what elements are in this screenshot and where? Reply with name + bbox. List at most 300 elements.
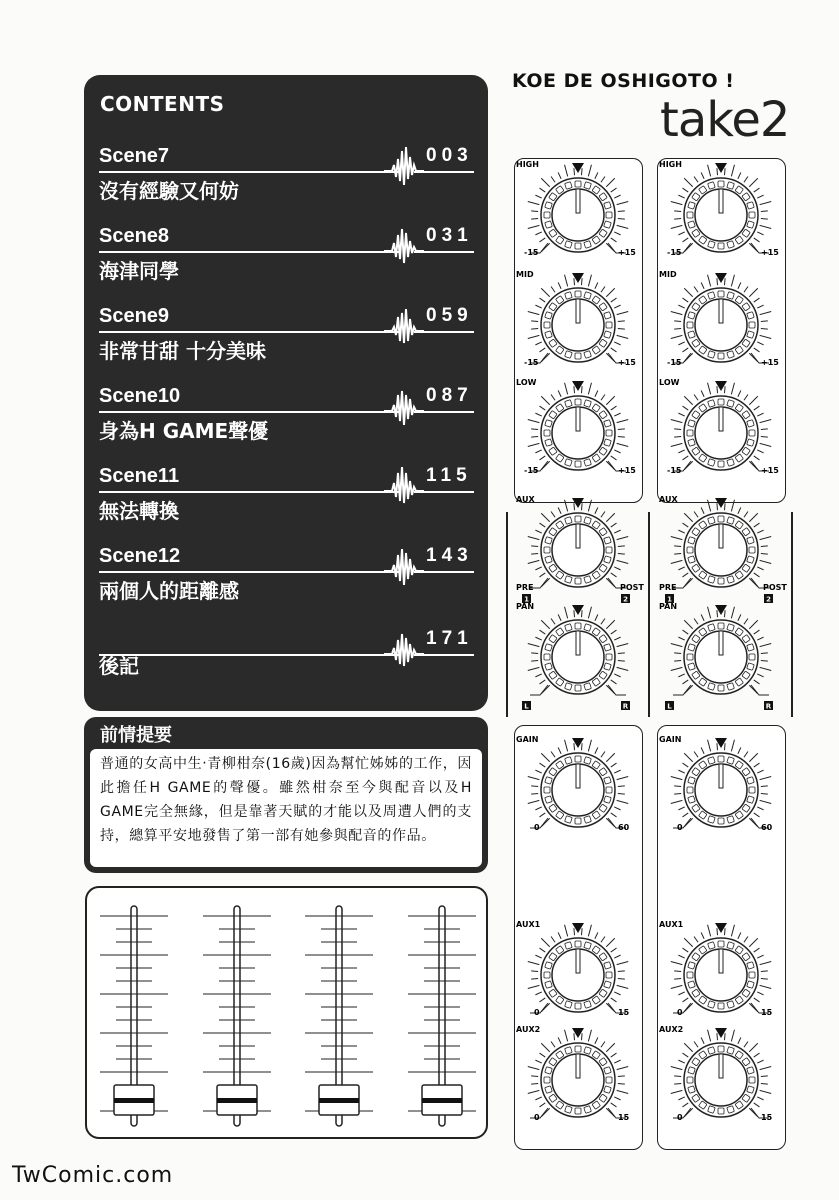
knob-tick — [551, 511, 555, 517]
knob-grip — [545, 777, 553, 785]
knob-grip — [604, 1086, 612, 1094]
knob-tick — [574, 503, 575, 510]
knob-grip — [575, 461, 581, 467]
knob-grip — [575, 1003, 581, 1009]
knob-tick — [674, 978, 681, 979]
knob-tick — [674, 546, 681, 547]
knob-tick — [744, 511, 748, 517]
knob-grip — [708, 400, 716, 408]
knob-tick — [551, 618, 555, 624]
knob-tick — [749, 620, 757, 628]
knob-pointer — [576, 407, 580, 431]
scene-label: Scene9 — [99, 305, 170, 327]
knob-grip — [688, 1067, 696, 1075]
knob[interactable] — [651, 1020, 791, 1140]
knob-tick — [535, 637, 541, 640]
knob-grip — [687, 547, 693, 553]
knob-tick — [535, 674, 541, 677]
divider — [99, 571, 399, 573]
knob-tick — [671, 537, 683, 540]
scene-title: 海津同學 — [99, 259, 179, 283]
page-number: 059 — [426, 305, 473, 326]
knob-tick — [761, 546, 768, 547]
knob-grip — [708, 1106, 716, 1114]
knob-tick — [761, 429, 768, 430]
knob-tick — [618, 1083, 625, 1084]
knob-tick — [757, 1060, 763, 1063]
knob[interactable] — [508, 490, 648, 610]
knob-tick — [611, 630, 617, 634]
knob-tick — [701, 614, 704, 620]
waveform-icon — [384, 221, 424, 265]
summary-heading: 前情提要 — [100, 725, 172, 746]
knob-grip — [584, 942, 592, 950]
knob-pointer — [576, 764, 580, 788]
knob-grip — [727, 942, 735, 950]
waveform-icon — [384, 301, 424, 345]
divider — [648, 512, 650, 717]
knob-grip — [718, 756, 724, 762]
toc-entry[interactable] — [84, 385, 488, 455]
knob-tick — [708, 1030, 711, 1042]
knob-label: PAN — [659, 602, 678, 611]
knob-tick — [541, 513, 549, 521]
knob-grip — [604, 1067, 612, 1075]
knob-tick — [757, 674, 763, 677]
knob-tick — [601, 936, 605, 942]
knob-tick — [574, 1033, 575, 1040]
knob-tick — [588, 740, 591, 752]
knob-grip — [606, 654, 612, 660]
knob-tick — [671, 225, 683, 228]
knob-tick — [618, 218, 625, 219]
knob-tick — [528, 1090, 540, 1093]
knob-tick — [694, 751, 698, 757]
knob-grip — [565, 459, 573, 467]
knob-grip — [727, 292, 735, 300]
toc-entry[interactable] — [84, 145, 488, 215]
knob-grip — [688, 312, 696, 320]
knob-tick — [694, 511, 698, 517]
knob-tick — [531, 436, 538, 437]
knob-grip — [545, 312, 553, 320]
knob-grip — [544, 322, 550, 328]
knob-grip — [584, 459, 592, 467]
toc-entry[interactable] — [84, 305, 488, 375]
knob[interactable] — [508, 730, 648, 850]
knob[interactable] — [651, 265, 791, 385]
waveform-icon — [384, 541, 424, 585]
knob[interactable] — [651, 490, 791, 610]
knob-tick — [731, 1030, 734, 1042]
knob-grip — [708, 1047, 716, 1055]
knob[interactable] — [508, 373, 648, 493]
knob-tick — [701, 747, 704, 753]
toc-entry[interactable] — [84, 628, 488, 698]
knob-tick — [618, 553, 625, 554]
knob-tick — [717, 386, 718, 393]
knob[interactable] — [651, 155, 791, 275]
knob-tick — [541, 178, 549, 186]
knob-tick — [708, 925, 711, 937]
knob-tick — [528, 202, 540, 205]
knob-grip — [727, 1001, 735, 1009]
knob-tick — [738, 507, 741, 513]
knob-tick — [565, 275, 568, 287]
knob-tick — [760, 202, 772, 205]
toc-entry[interactable] — [84, 225, 488, 295]
knob[interactable] — [651, 597, 791, 717]
knob[interactable] — [508, 265, 648, 385]
knob-tick — [717, 928, 718, 935]
knob-tick — [731, 607, 734, 619]
channel-box-label: L — [524, 702, 529, 711]
knob-grip — [544, 547, 550, 553]
knob-tick — [678, 1097, 684, 1100]
knob-tick — [617, 1090, 629, 1093]
knob-tick — [617, 225, 629, 228]
knob[interactable] — [651, 373, 791, 493]
toc-entry[interactable] — [84, 465, 488, 535]
channel-box-label: R — [765, 702, 772, 711]
knob-pointer — [719, 524, 723, 548]
knob-tick — [528, 537, 540, 540]
knob-tick — [708, 740, 711, 752]
knob-tick — [528, 225, 540, 228]
knob-tick — [724, 1033, 725, 1040]
knob-grip — [749, 787, 755, 793]
knob-grip — [718, 399, 724, 405]
knob-tick — [617, 800, 629, 803]
knob-grip — [747, 981, 755, 989]
contents-panel — [84, 75, 488, 711]
knob-tick — [757, 807, 763, 810]
knob-grip — [718, 291, 724, 297]
knob-grip — [584, 1106, 592, 1114]
knob-grip — [718, 941, 724, 947]
divider — [99, 251, 399, 253]
knob-tick — [760, 1067, 772, 1070]
knob-tick — [551, 394, 555, 400]
knob-min-label: 0 — [677, 823, 683, 832]
knob-tick — [614, 1060, 620, 1063]
knob-min-label: -15 — [524, 466, 539, 475]
knob-tick — [682, 813, 688, 817]
knob-tick — [539, 763, 545, 767]
knob-label: AUX — [516, 495, 535, 504]
knob-tick — [617, 312, 629, 315]
knob-grip — [688, 777, 696, 785]
knob-label: HIGH — [516, 160, 539, 169]
knob-grip — [545, 796, 553, 804]
watermark: TwComic.com — [12, 1163, 174, 1188]
knob-grip — [565, 683, 573, 691]
knob-tick — [595, 172, 598, 178]
knob-tick — [671, 777, 683, 780]
knob-grip — [544, 654, 550, 660]
knob-tick — [617, 1067, 629, 1070]
knob-label: AUX1 — [659, 920, 684, 929]
knob-tick — [531, 1083, 538, 1084]
knob-tick — [558, 747, 561, 753]
knob-tick — [614, 637, 620, 640]
knob-tick — [738, 614, 741, 620]
knob-tick — [674, 653, 681, 654]
knob-tick — [565, 165, 568, 177]
divider — [99, 654, 399, 656]
knob-tick — [760, 225, 772, 228]
knob-tick — [539, 188, 545, 192]
knob-grip — [718, 623, 724, 629]
knob-tick — [671, 335, 683, 338]
knob-tick — [754, 188, 760, 192]
knob-tick — [682, 1053, 688, 1057]
fader-knob-stripe — [319, 1098, 359, 1103]
knob-tick — [535, 1060, 541, 1063]
knob-tick — [678, 637, 684, 640]
knob-tick — [671, 443, 683, 446]
knob-tick — [611, 238, 617, 242]
knob-tick — [565, 607, 568, 619]
knob-tick — [701, 932, 704, 938]
knob-tick — [754, 573, 760, 577]
knob-tick — [618, 660, 625, 661]
knob-min-label: 0 — [677, 1113, 683, 1122]
knob-tick — [588, 1030, 591, 1042]
waveform-icon — [384, 624, 424, 668]
knob-grip — [544, 972, 550, 978]
knob-max-label: +15 — [761, 248, 779, 257]
knob-tick — [595, 507, 598, 513]
knob-tick — [539, 523, 545, 527]
knob-tick — [614, 450, 620, 453]
knob-grip — [545, 439, 553, 447]
knob-grip — [545, 644, 553, 652]
knob-grip — [727, 576, 735, 584]
knob-tick — [535, 1097, 541, 1100]
knob-tick — [761, 978, 768, 979]
knob-tick — [528, 312, 540, 315]
knob-min-label: -15 — [667, 466, 682, 475]
knob-min-label: -15 — [667, 358, 682, 367]
knob-tick — [606, 513, 614, 521]
knob-tick — [708, 500, 711, 512]
knob-tick — [684, 938, 692, 946]
knob-grip — [688, 644, 696, 652]
knob-tick — [682, 406, 688, 410]
knob-grip — [688, 663, 696, 671]
knob-tick — [614, 342, 620, 345]
knob-tick — [528, 777, 540, 780]
knob-tick — [528, 800, 540, 803]
page-number: 031 — [426, 225, 473, 246]
scene-label: Scene8 — [99, 225, 170, 247]
knob-grip — [606, 787, 612, 793]
knob-tick — [761, 321, 768, 322]
knob-grip — [718, 685, 724, 691]
knob-grip — [688, 221, 696, 229]
knob-tick — [757, 195, 763, 198]
knob-tick — [738, 172, 741, 178]
knob-tick — [724, 168, 725, 175]
knob[interactable] — [651, 915, 791, 1035]
knob-tick — [614, 992, 620, 995]
knob-tick — [678, 530, 684, 533]
knob-tick — [528, 962, 540, 965]
knob-tick — [558, 507, 561, 513]
knob-grip — [565, 1047, 573, 1055]
knob-grip — [727, 400, 735, 408]
divider — [99, 491, 399, 493]
knob-tick — [601, 751, 605, 757]
knob-tick — [749, 288, 757, 296]
knob-tick — [678, 342, 684, 345]
knob-tick — [717, 743, 718, 750]
knob-grip — [727, 816, 735, 824]
knob-tick — [531, 553, 538, 554]
knob-tick — [588, 275, 591, 287]
knob-tick — [606, 620, 614, 628]
knob-tick — [682, 1103, 688, 1107]
knob-pointer — [719, 407, 723, 431]
knob-tick — [611, 406, 617, 410]
knob-tick — [611, 298, 617, 302]
knob-grip — [575, 516, 581, 522]
scene-label: Scene10 — [99, 385, 181, 407]
knob-tick — [760, 312, 772, 315]
knob-tick — [682, 948, 688, 952]
knob-grip — [708, 576, 716, 584]
knob-tick — [558, 932, 561, 938]
knob-pointer — [576, 299, 580, 323]
knob-tick — [678, 770, 684, 773]
knob-tick — [682, 298, 688, 302]
knob-grip — [545, 537, 553, 545]
knob-grip — [545, 221, 553, 229]
knob-grip — [708, 182, 716, 190]
knob-tick — [531, 218, 538, 219]
knob[interactable] — [508, 155, 648, 275]
knob-tick — [761, 328, 768, 329]
knob-grip — [545, 420, 553, 428]
scene-label: Scene11 — [99, 465, 180, 487]
knob-grip — [688, 202, 696, 210]
knob-grip — [544, 787, 550, 793]
knob-tick — [528, 335, 540, 338]
knob-tick — [535, 232, 541, 235]
knob[interactable] — [508, 597, 648, 717]
knob-grip — [708, 351, 716, 359]
knob-tick — [682, 456, 688, 460]
knob-grip — [575, 756, 581, 762]
knob-tick — [574, 743, 575, 750]
knob-tick — [588, 925, 591, 937]
knob-grip — [565, 182, 573, 190]
knob-grip — [727, 1047, 735, 1055]
knob-tick — [595, 747, 598, 753]
knob-tick — [682, 238, 688, 242]
knob-tick — [531, 211, 538, 212]
knob-tick — [595, 932, 598, 938]
knob-grip — [718, 818, 724, 824]
knob-min-label: 0 — [677, 1008, 683, 1017]
knob-tick — [674, 1083, 681, 1084]
knob-grip — [584, 292, 592, 300]
knob-tick — [565, 500, 568, 512]
knob-tick — [535, 195, 541, 198]
page-number: 143 — [426, 545, 473, 566]
knob-grip — [718, 1003, 724, 1009]
knob-tick — [717, 278, 718, 285]
knob-tick — [738, 1037, 741, 1043]
knob-tick — [754, 238, 760, 242]
knob-tick — [674, 553, 681, 554]
knob-tick — [539, 680, 545, 684]
summary-panel — [84, 717, 488, 873]
knob-tick — [617, 202, 629, 205]
knob-max-label: 15 — [761, 1008, 773, 1017]
knob-tick — [558, 172, 561, 178]
waveform-icon — [384, 461, 424, 505]
knob-grip — [584, 1001, 592, 1009]
knob-tick — [606, 288, 614, 296]
knob-tick — [558, 282, 561, 288]
knob-tick — [671, 560, 683, 563]
knob-tick — [617, 335, 629, 338]
knob-tick — [671, 1090, 683, 1093]
scene-title: 身為H GAME聲優 — [99, 419, 269, 443]
knob-tick — [581, 610, 582, 617]
knob-max-label: 15 — [618, 1113, 630, 1122]
knob-grip — [749, 654, 755, 660]
toc-entry[interactable] — [84, 545, 488, 615]
knob-tick — [760, 420, 772, 423]
knob-tick — [606, 396, 614, 404]
knob[interactable] — [651, 730, 791, 850]
knob-grip — [565, 624, 573, 632]
knob-tick — [674, 218, 681, 219]
knob-grip — [688, 981, 696, 989]
knob-tick — [535, 342, 541, 345]
knob-grip — [747, 312, 755, 320]
knob[interactable] — [508, 915, 648, 1035]
knob-tick — [674, 321, 681, 322]
knob-grip — [749, 322, 755, 328]
knob-tick — [614, 567, 620, 570]
knob-grip — [565, 576, 573, 584]
knob-tick — [708, 383, 711, 395]
scene-label: Scene7 — [99, 145, 170, 167]
knob-grip — [687, 972, 693, 978]
knob-tick — [614, 807, 620, 810]
knob-min-label: -15 — [524, 248, 539, 257]
knob-tick — [539, 948, 545, 952]
knob-grip — [606, 547, 612, 553]
knob-grip — [718, 578, 724, 584]
knob-tick — [528, 985, 540, 988]
fader-knob-stripe — [422, 1098, 462, 1103]
knob-tick — [606, 753, 614, 761]
knob-grip — [708, 624, 716, 632]
knob-grip — [584, 241, 592, 249]
knob-grip — [604, 331, 612, 339]
knob-label: GAIN — [659, 735, 682, 744]
knob-tick — [535, 992, 541, 995]
knob-tick — [738, 390, 741, 396]
knob-tick — [761, 218, 768, 219]
knob[interactable] — [508, 1020, 648, 1140]
knob-grip — [718, 353, 724, 359]
